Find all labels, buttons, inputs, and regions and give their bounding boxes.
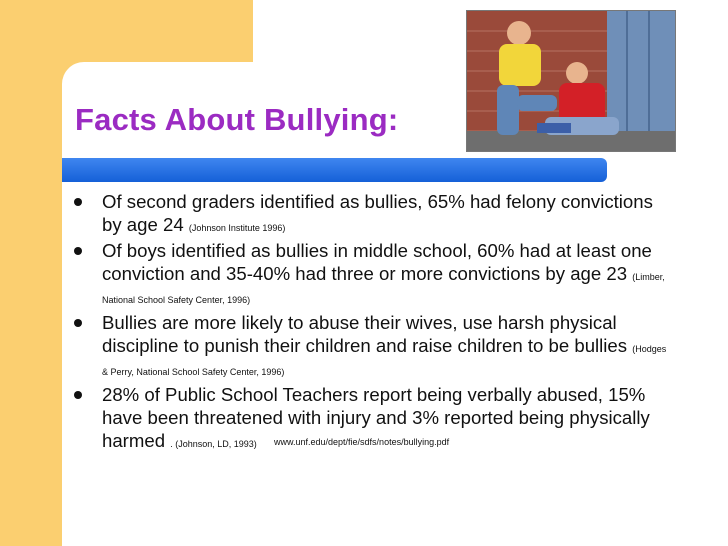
citation: (Johnson Institute 1996) [188,223,286,233]
bullet-list [70,190,670,455]
citation: . (Johnson, LD, 1993) [170,439,257,449]
bullet-text: Of boys identified as bullies in middle school, 60% had at least one conviction and 35-40% had three or more convictions by age 23 [102,240,652,284]
bullet-icon [74,247,82,255]
bullet-item [70,239,670,308]
citation: (Limber, National School Safety Center, 1996) [102,272,665,305]
bullet-text: Of second graders identified as bullies, 65% had felony convictions by age 24 [102,191,653,235]
bullet-item [70,311,670,380]
bullet-item [70,190,670,236]
slide-title: Facts About Bullying: [75,102,399,137]
bullet-text: Bullies are more likely to abuse their wives, use harsh physical discipline to punish their children and raise children to be bullies [102,312,628,356]
students-photo [466,10,676,152]
bullet-icon [74,391,82,399]
citation: (Hodges & Perry, National School Safety Center, 1996) [102,344,667,377]
bullet-icon [74,319,82,327]
title-accent-bar [62,158,607,182]
bullet-text: 28% of Public School Teachers report being verbally abused, 15% have been threatened with injury and 3% reported being physically harmed [102,384,650,451]
source-url: www.unf.edu/dept/fie/sdfs/notes/bullying.pdf [274,437,450,447]
students-photo-illustration [467,11,675,151]
bullet-icon [74,198,82,206]
